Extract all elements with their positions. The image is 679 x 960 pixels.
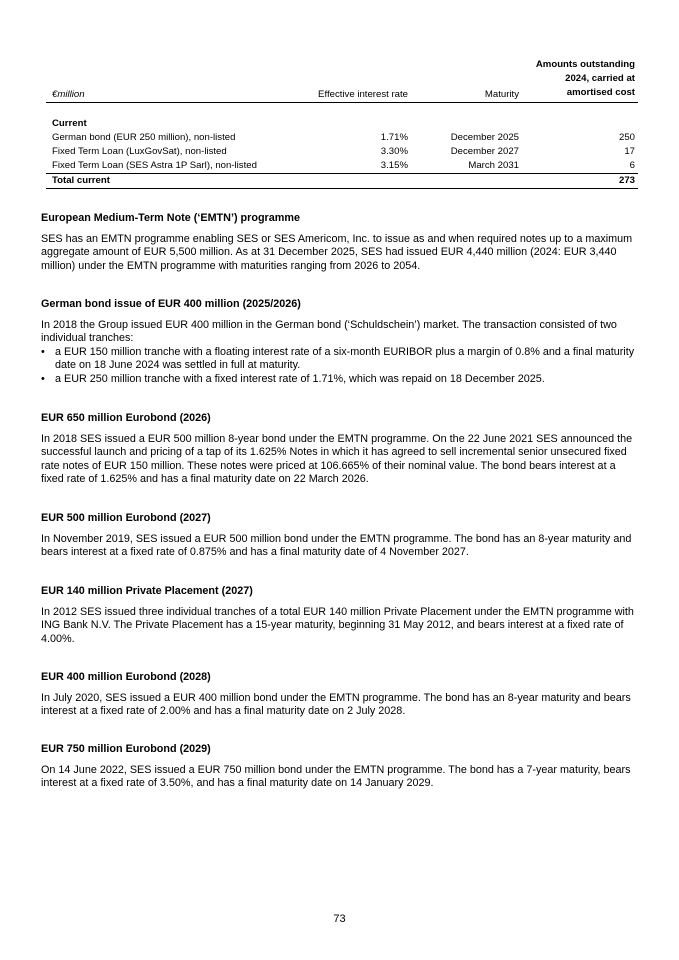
header-maturity: Maturity — [484, 89, 519, 100]
row-maturity: March 2031 — [468, 160, 519, 171]
row-desc: German bond (EUR 250 million), non-listed — [52, 132, 236, 143]
section-title: EUR 650 million Eurobond (2026) — [41, 412, 211, 424]
header-million: €million — [52, 89, 85, 100]
section-body: SES has an EMTN programme enabling SES or SES Americom, Inc. to issue as and when required notes up to a maximum aggregate amount of EUR 5,500 million. As at 31 December 2025, SES had issued EUR 4,440 million (2024: EUR 3,440 million) under the EMTN programme with maturities ranging from 2026 to 2054. — [41, 232, 633, 272]
list-item: • a EUR 150 million tranche with a floating interest rate of a six-month EURIBOR plus a margin of 0.8% and a final maturity date on 18 June 2024 was settled in full at maturity. — [41, 346, 641, 373]
section-title: EUR 750 million Eurobond (2029) — [41, 743, 211, 755]
row-rate: 3.30% — [380, 146, 408, 157]
section-title: EUR 140 million Private Placement (2027) — [41, 585, 253, 597]
section-eurobond-500 — [41, 512, 641, 560]
section-title: EUR 500 million Eurobond (2027) — [41, 512, 211, 524]
row-amount: 17 — [624, 146, 635, 157]
total-label: Total current — [52, 175, 110, 186]
section-body: In July 2020, SES issued a EUR 400 million bond under the EMTN programme. The bond has an 8-year maturity and bears interest at a fixed rate of 2.00% and has a final maturity date on 2 July 2028. — [41, 691, 631, 718]
section-body: In 2018 the Group issued EUR 400 million in the German bond (‘Schuldschein’) market. The transaction consisted of two individual tranches: — [41, 318, 617, 345]
section-body: In 2018 SES issued a EUR 500 million 8-year bond under the EMTN programme. On the 22 June 2021 SES announced the successful launch and pricing of a tap of its 1.625% Notes in which it has agreed to sell incremental senior unsecured fixed rate notes of EUR 150 million. These notes were priced at 106.665% of their nominal value. The bond bears interest at a fixed rate of 1.625% and has a final maturity date on 22 March 2026. — [41, 432, 633, 486]
section-current: Current — [52, 118, 87, 129]
section-body: In 2012 SES issued three individual tranches of a total EUR 140 million Private Placement under the EMTN programme with ING Bank N.V. The Private Placement has a 15-year maturity, beginning 31 May 2012, and bears interest at a fixed rate of 4.00%. — [41, 605, 634, 645]
list-item: • a EUR 250 million tranche with a fixed interest rate of 1.71%, which was repaid on 18 December 2025. — [41, 373, 641, 387]
section-eurobond-650 — [41, 412, 641, 487]
row-rate: 1.71% — [380, 132, 408, 143]
total-value: 273 — [618, 175, 635, 186]
page-number: 73 — [333, 913, 346, 925]
section-body: On 14 June 2022, SES issued a EUR 750 million bond under the EMTN programme. The bond has a 7-year maturity, bears interest at a fixed rate of 3.50%, and has a final maturity date on 14 January 2029. — [41, 763, 631, 790]
row-desc: Fixed Term Loan (LuxGovSat), non-listed — [52, 146, 227, 157]
row-desc: Fixed Term Loan (SES Astra 1P Sarl), non-listed — [52, 160, 257, 171]
section-emtn — [41, 212, 641, 273]
borrowings-table — [46, 59, 638, 189]
header-amount-line3: amortised cost — [566, 87, 635, 98]
row-maturity: December 2027 — [450, 146, 519, 157]
bullet-list — [41, 346, 641, 387]
section-title: EUR 400 million Eurobond (2028) — [41, 671, 211, 683]
header-amount — [525, 58, 635, 100]
row-rate: 3.15% — [380, 160, 408, 171]
row-maturity: December 2025 — [450, 132, 519, 143]
table-row — [46, 131, 638, 145]
section-title: German bond issue of EUR 400 million (2025/2026) — [41, 298, 301, 310]
section-body: In November 2019, SES issued a EUR 500 million bond under the EMTN programme. The bond has an 8-year maturity and bears interest at a fixed rate of 0.875% and has a final maturity date of 4 November 2027. — [41, 532, 632, 559]
header-rate: Effective interest rate — [318, 89, 408, 100]
table-header — [46, 59, 638, 103]
row-amount: 250 — [618, 132, 635, 143]
section-title: European Medium-Term Note (‘EMTN’) programme — [41, 212, 300, 224]
total-row — [46, 173, 638, 189]
row-amount: 6 — [629, 160, 635, 171]
header-amount-line2: 2024, carried at — [565, 73, 635, 84]
header-amount-line1: Amounts outstanding — [535, 59, 635, 70]
section-eurobond-400 — [41, 671, 641, 719]
section-german-bond — [41, 298, 641, 387]
table-row — [46, 159, 638, 173]
table-row — [46, 145, 638, 159]
section-private-placement — [41, 585, 641, 646]
section-eurobond-750 — [41, 743, 641, 791]
